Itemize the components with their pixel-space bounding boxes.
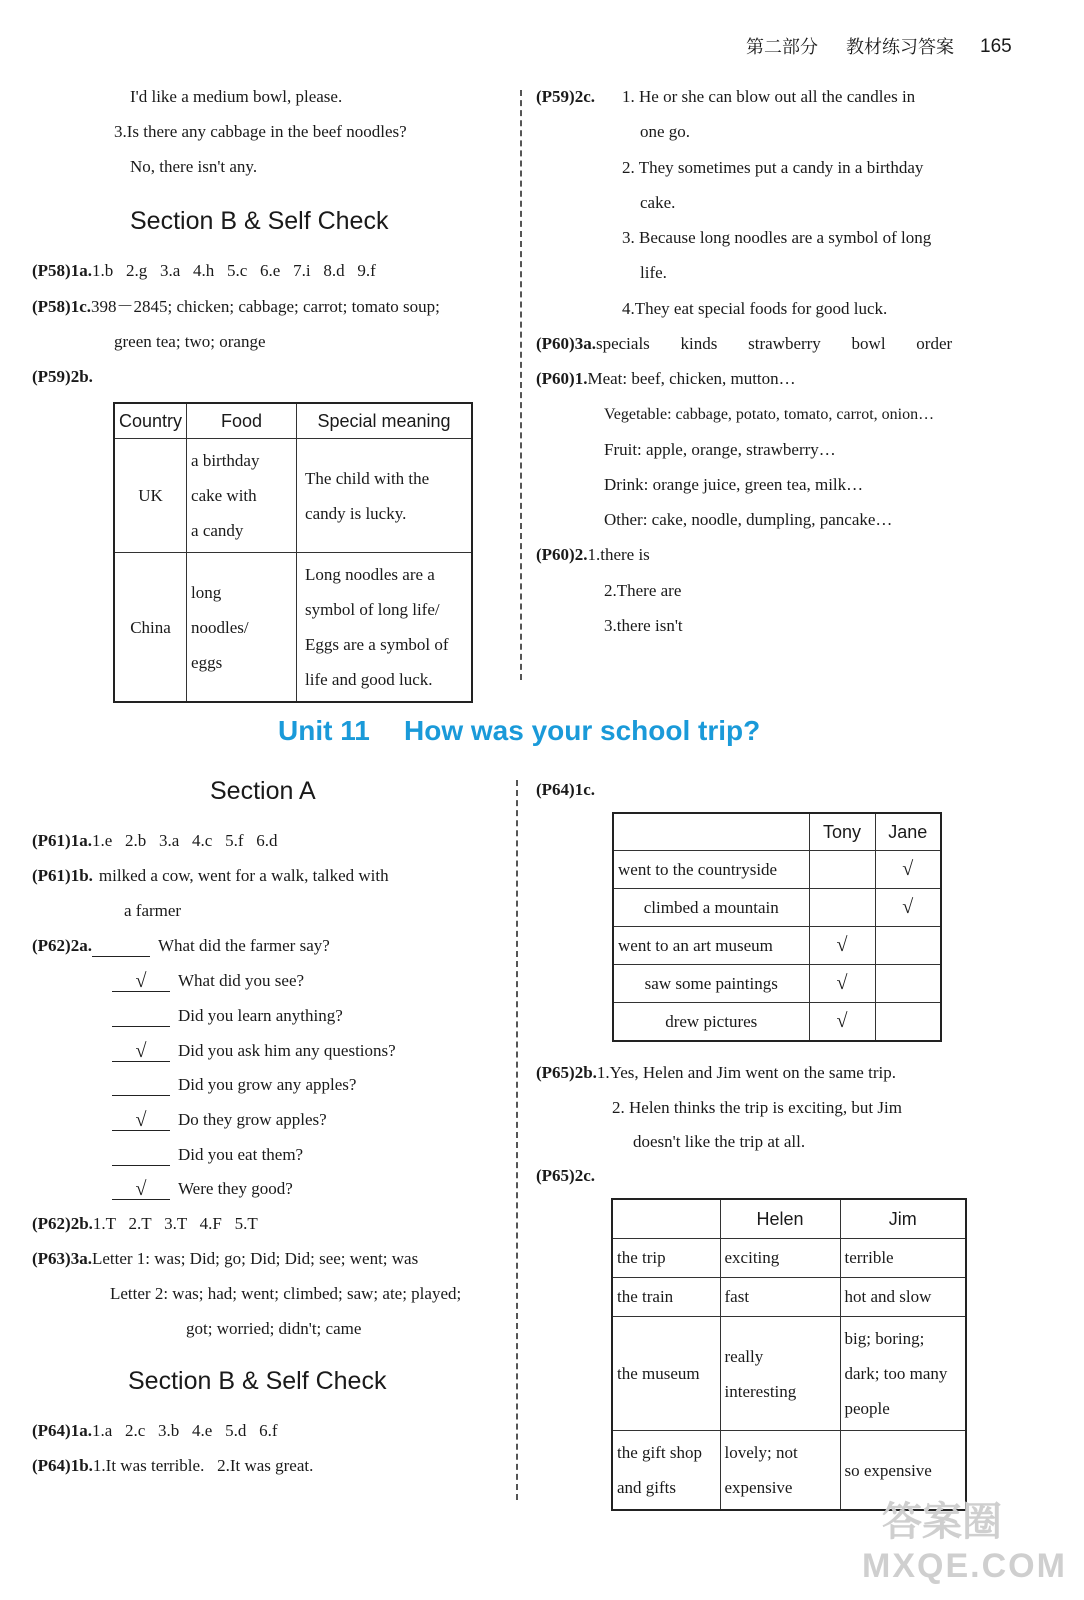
activity-cell: went to the countryside (613, 851, 809, 889)
activity-cell: climbed a mountain (613, 889, 809, 927)
answer-line: 3. Because long noodles are a symbol of long (622, 228, 932, 247)
answer-line: Drink: orange juice, green tea, milk… (604, 475, 864, 494)
table-row (613, 889, 941, 927)
question-tag: (P59)2b. (32, 367, 93, 386)
country-cell: China (114, 553, 187, 703)
table-header: Food (187, 403, 297, 439)
answer-p61-1b: (P61)1b. milked a cow, went for a walk, talked with (32, 866, 389, 885)
answer-p58-1a: (P58)1a.1.b 2.g 3.a 4.h 5.c 6.e 7.i 8.d 9.f (32, 261, 376, 280)
check-cell: √ (875, 851, 941, 889)
table-row (114, 439, 472, 553)
answer-line: 2. Helen thinks the trip is exciting, but Jim (612, 1098, 902, 1117)
jim-cell: hot and slow (840, 1278, 966, 1317)
table-row (612, 1431, 966, 1511)
answer-p58-1c: (P58)1c.398－2845; chicken; cabbage; carrot; tomato soup; (32, 297, 440, 316)
section-heading: Section B & Self Check (128, 1367, 387, 1395)
helen-cell: really interesting (720, 1317, 840, 1431)
meaning-cell: Long noodles are a symbol of long life/ Eggs are a symbol of life and good luck. (297, 553, 472, 703)
helen-cell: fast (720, 1278, 840, 1317)
checklist-item: √ What did you see? (112, 970, 304, 992)
table-row (613, 1003, 941, 1042)
check-cell (809, 889, 875, 927)
jim-cell: so expensive (840, 1431, 966, 1511)
table-row (114, 553, 472, 703)
check-cell (875, 927, 941, 965)
item-cell: the museum (612, 1317, 720, 1431)
check-cell: √ (809, 927, 875, 965)
table-header: Special meaning (297, 403, 472, 439)
answer-line: I'd like a medium bowl, please. (130, 87, 343, 106)
answer-p64-1a: (P64)1a.1.a 2.c 3.b 4.e 5.d 6.f (32, 1421, 278, 1440)
checklist-item: Did you grow any apples? (112, 1074, 356, 1096)
answer-p62-2a: (P62)2a. What did the farmer say? (32, 936, 330, 955)
jim-cell: big; boring; dark; too many people (840, 1317, 966, 1431)
question-tag: (P65)2c. (536, 1166, 596, 1185)
table-header: Jane (875, 813, 941, 851)
check-cell: √ (875, 889, 941, 927)
answer-line: one go. (640, 122, 691, 141)
answer-p61-1a: (P61)1a.1.e 2.b 3.a 4.c 5.f 6.d (32, 831, 278, 850)
table-row (613, 851, 941, 889)
answer-line: 4.They eat special foods for good luck. (622, 299, 888, 318)
answer-line: 2. They sometimes put a candy in a birthday (622, 158, 924, 177)
table-row (612, 1239, 966, 1278)
answer-line: 3.Is there any cabbage in the beef noodles? (114, 122, 407, 141)
food-cell: long noodles/ eggs (187, 553, 297, 703)
check-cell (875, 965, 941, 1003)
table-header: Tony (809, 813, 875, 851)
unit-number: Unit 11 (278, 715, 370, 746)
table-header (612, 1199, 720, 1239)
checklist-item: Did you learn anything? (112, 1005, 343, 1027)
answer-line: green tea; two; orange (114, 332, 266, 351)
table-row (613, 927, 941, 965)
unit-title: How was your school trip? (404, 715, 761, 746)
table-row (613, 965, 941, 1003)
activity-cell: went to an art museum (613, 927, 809, 965)
item-cell: the train (612, 1278, 720, 1317)
section-heading: Section A (210, 777, 316, 805)
table-header (613, 813, 809, 851)
helen-cell: lovely; not expensive (720, 1431, 840, 1511)
table-row (612, 1317, 966, 1431)
answer-p65-2b: (P65)2b.1.Yes, Helen and Jim went on the same trip. (536, 1063, 896, 1082)
answer-line: Letter 2: was; had; went; climbed; saw; ate; played; (110, 1284, 462, 1303)
answer-line: Fruit: apple, orange, strawberry… (604, 440, 836, 459)
activity-cell: drew pictures (613, 1003, 809, 1042)
answer-line: Vegetable: cabbage, potato, tomato, carrot, onion… (604, 406, 935, 423)
answer-line: 2.There are (604, 581, 682, 600)
jim-cell: terrible (840, 1239, 966, 1278)
answer-line: No, there isn't any. (130, 157, 258, 176)
checklist-item: √ Do they grow apples? (112, 1109, 327, 1131)
table-2b (113, 402, 473, 703)
answer-p60-3a: (P60)3a.specials kinds strawberry bowl order (536, 334, 953, 353)
header-title: 教材练习答案 (846, 37, 954, 57)
answer-line: life. (640, 263, 667, 282)
watermark-url: MXQE.COM (862, 1547, 1067, 1585)
page-number: 165 (980, 36, 1012, 57)
answer-p60-1: (P60)1.Meat: beef, chicken, mutton… (536, 369, 796, 388)
table-header: Jim (840, 1199, 966, 1239)
activity-cell: saw some paintings (613, 965, 809, 1003)
table-header: Country (114, 403, 187, 439)
answer-p63-3a: (P63)3a.Letter 1: was; Did; go; Did; Did; see; went; was (32, 1249, 419, 1268)
answer-line: 3.there isn't (604, 616, 683, 635)
table-1c (612, 812, 942, 1042)
table-row (612, 1278, 966, 1317)
answer-line: Other: cake, noodle, dumpling, pancake… (604, 510, 893, 529)
check-cell: √ (809, 1003, 875, 1042)
answer-line: got; worried; didn't; came (186, 1319, 362, 1338)
check-cell (875, 1003, 941, 1042)
answer-line: cake. (640, 193, 676, 212)
answer-p64-1b: (P64)1b.1.It was terrible. 2.It was great. (32, 1456, 314, 1475)
food-cell: a birthday cake with a candy (187, 439, 297, 553)
helen-cell: exciting (720, 1239, 840, 1278)
check-cell: √ (809, 965, 875, 1003)
section-heading: Section B & Self Check (130, 207, 389, 235)
column-divider-top (520, 90, 522, 680)
check-cell (809, 851, 875, 889)
item-cell: the trip (612, 1239, 720, 1278)
checklist-item: Did you eat them? (112, 1144, 303, 1166)
meaning-cell: The child with the candy is lucky. (297, 439, 472, 553)
question-tag: (P64)1c. (536, 780, 596, 799)
checklist-item: √ Were they good? (112, 1178, 293, 1200)
column-divider-bottom (516, 780, 518, 1500)
country-cell: UK (114, 439, 187, 553)
answer-p60-2: (P60)2.1.there is (536, 545, 650, 564)
item-cell: the gift shop and gifts (612, 1431, 720, 1511)
header-part: 第二部分 (746, 37, 818, 57)
answer-p62-2b: (P62)2b.1.T 2.T 3.T 4.F 5.T (32, 1214, 258, 1233)
table-2c (611, 1198, 967, 1511)
checklist-item: √ Did you ask him any questions? (112, 1040, 396, 1062)
watermark-logo: 答案圈 (882, 1500, 1002, 1544)
answer-line: a farmer (124, 901, 182, 920)
answer-line: 1. He or she can blow out all the candles in (622, 87, 916, 106)
answer-line: doesn't like the trip at all. (633, 1132, 806, 1151)
question-tag: (P59)2c. (536, 87, 596, 106)
table-header: Helen (720, 1199, 840, 1239)
